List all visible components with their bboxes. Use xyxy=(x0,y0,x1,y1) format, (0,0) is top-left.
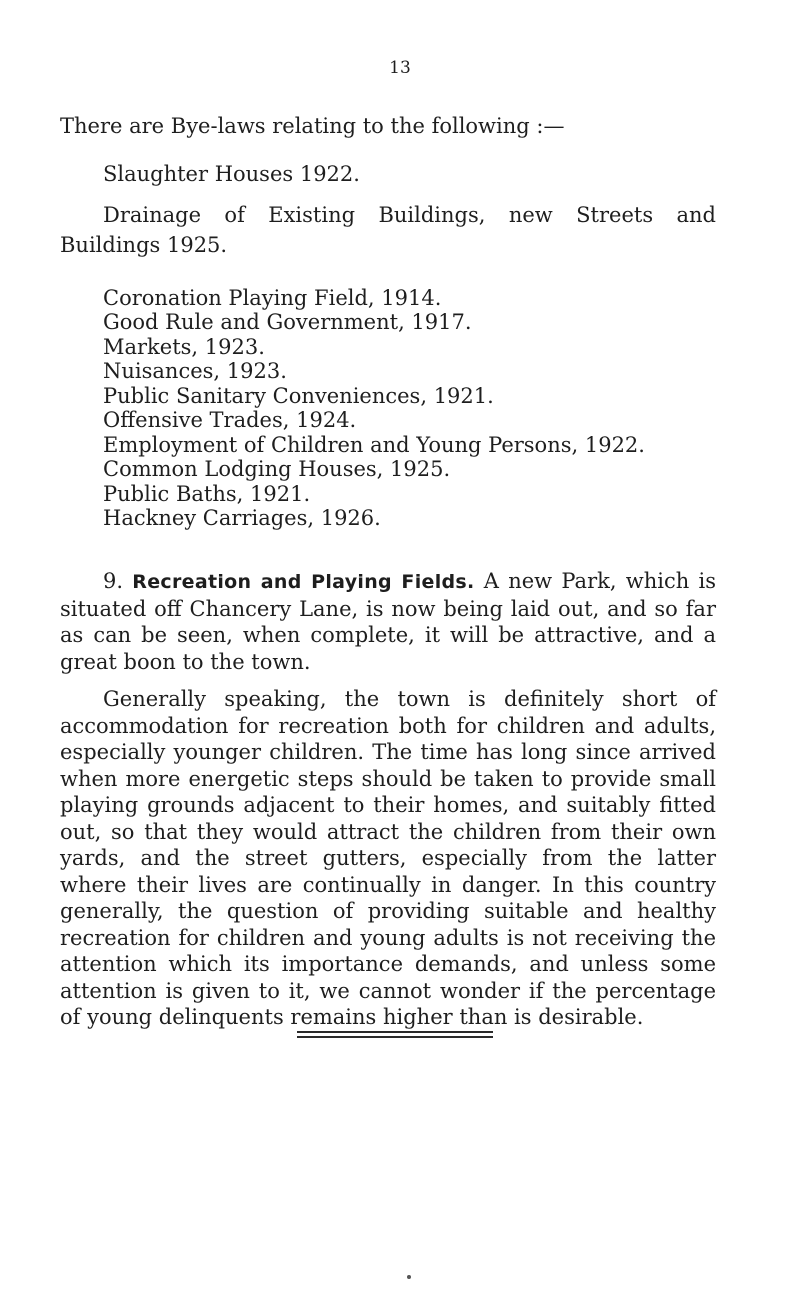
bylaw-list-item: Offensive Trades, 1924. xyxy=(103,408,357,432)
bylaw-list-item: Public Baths, 1921. xyxy=(103,482,311,506)
bylaw-list-item: Markets, 1923. xyxy=(103,335,265,359)
bylaw-list-item: Coronation Playing Field, 1914. xyxy=(103,286,442,310)
paragraph-generally: Generally speaking, the town is definitely short of accommodation for recreation both for children and adults, especially younger children. The time has long since arrived when more energetic steps should be taken to provide small playing grounds adjacent to their homes, and suitably fitted out, so that they would attract the children from their own yards, and the street gutters, especially from the latter where their lives are continually in danger. In this country generally, the question of providing suitable and healthy recreation for children and young adults is not receiving the attention which its importance demands, and unless some attention is given to it, we cannot wonder if the percentage of young delinquents remains higher than is desirable. xyxy=(60,687,716,1029)
page-number: 13 xyxy=(389,58,411,78)
intro-line: There are Bye-laws relating to the following :— xyxy=(60,114,565,138)
bylaw-list-item: Nuisances, 1923. xyxy=(103,359,287,383)
section-number: 9. xyxy=(103,569,124,593)
section-text: A new Park, which is situated off Chancery Lane, is now being laid out, and so far as can be seen, when complete, it will be attractive, and a great boon to the town. xyxy=(60,569,716,674)
divider-rule-top xyxy=(297,1031,493,1033)
page-mark xyxy=(407,1275,411,1279)
bylaw-drainage-line2: Buildings 1925. xyxy=(60,233,228,257)
section-recreation xyxy=(60,568,716,675)
bylaw-drainage xyxy=(60,200,716,260)
bylaw-slaughter-houses: Slaughter Houses 1922. xyxy=(103,162,360,186)
bylaw-list-item: Good Rule and Government, 1917. xyxy=(103,310,472,334)
bylaw-list-item: Common Lodging Houses, 1925. xyxy=(103,457,451,481)
bylaw-list-item: Employment of Children and Young Persons, 1922. xyxy=(103,433,645,457)
divider-rule-bottom xyxy=(297,1036,493,1038)
bylaw-drainage-line1: Drainage of Existing Buildings, new Streets and xyxy=(103,203,716,227)
bylaw-list-item: Public Sanitary Conveniences, 1921. xyxy=(103,384,494,408)
section-heading: Recreation and Playing Fields. xyxy=(132,571,475,593)
bylaw-list-item: Hackney Carriages, 1926. xyxy=(103,506,381,530)
